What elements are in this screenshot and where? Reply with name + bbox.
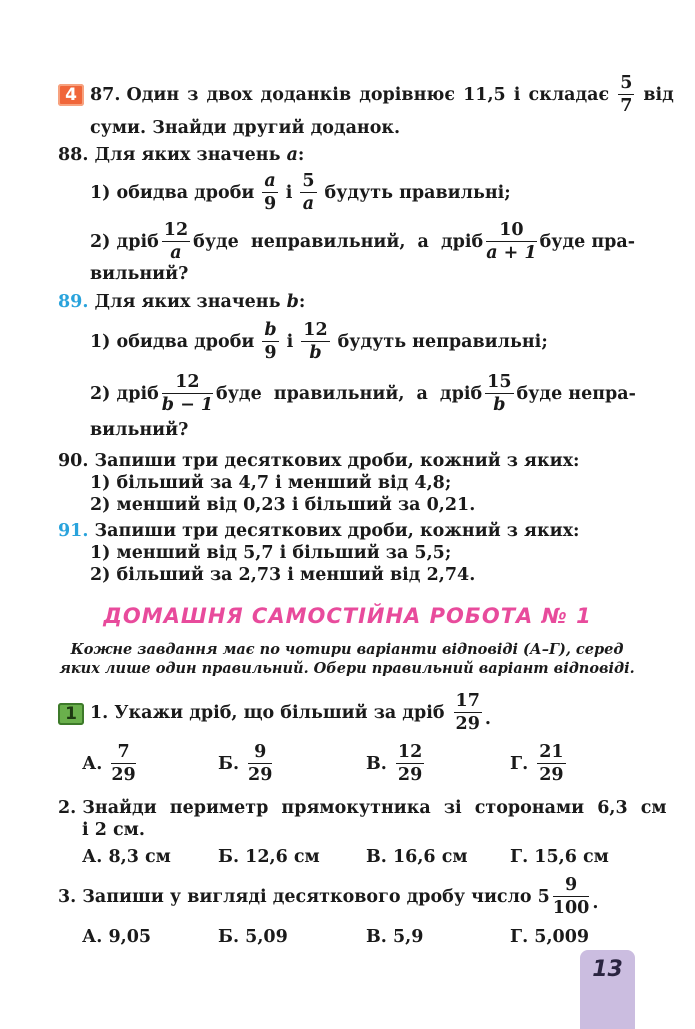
task-2-line1: 2. Знайди периметр прямокутника зі сторонами 6,3 см [58, 798, 667, 818]
problem-90-item2: 2) менший від 0,23 і більший за 0,21. [90, 495, 476, 515]
section-instructions-line2: яких лише один правильний. Обери правильний варіант відповіді. [59, 660, 635, 677]
problem-91-item2: 2) більший за 2,73 і менший від 2,74. [90, 565, 476, 585]
section-instructions-line1: Кожне завдання має по чотири варіанти відповіді (А–Г), серед [70, 641, 624, 658]
page-number: 13 [592, 957, 623, 982]
task-1-option-c: В. $\frac{12}{29}$ [366, 741, 423, 785]
problem-89-item2-cont: вильний? [90, 420, 189, 440]
problem-89-header: 89. Для яких значень b: [58, 292, 306, 312]
problem-87-number: 87. [90, 85, 121, 105]
task-1-option-a: А. $\frac{7}{29}$ [82, 741, 136, 785]
problem-88-header: 88. Для яких значень a: [58, 145, 305, 165]
task-1-option-d: Г. $\frac{21}{29}$ [510, 741, 564, 785]
problem-91-item1: 1) менший від 5,7 і більший за 5,5; [90, 543, 452, 563]
problem-87-line1 [90, 70, 674, 120]
task-3-option-b: Б. 5,09 [218, 927, 288, 947]
problem-87-text: Один з двох доданків дорівнює 11,5 і складає [126, 85, 610, 105]
task-2-option-b: Б. 12,6 см [218, 847, 320, 867]
task-2-option-a: А. 8,3 см [82, 847, 171, 867]
task-1-option-b: Б. $\frac{9}{29}$ [218, 741, 273, 785]
problem-88-item1: 1) обидва дроби $\frac{a}{9}$ і $\frac{5}{a}$ будуть правильні; [90, 170, 511, 214]
problem-87-line2: суми. Знайди другий доданок. [90, 118, 401, 138]
problem-89-item2: 2) дріб $\frac{12}{b - 1}$ буде правильний, а дріб $\frac{15}{b}$ буде непра- [90, 371, 636, 415]
problem-88-item2-cont: вильний? [90, 264, 189, 284]
section-title: ДОМАШНЯ САМОСТІЙНА РОБОТА № 1 [103, 604, 592, 628]
task-2-option-d: Г. 15,6 см [510, 847, 609, 867]
task-3-option-d: Г. 5,009 [510, 927, 590, 947]
problem-91-header: 91. Запиши три десяткових дроби, кожний з яких: [58, 521, 580, 541]
task-3-option-c: В. 5,9 [366, 927, 424, 947]
fraction-5-7: $\frac{5}{7}$ [620, 72, 633, 116]
task-3-option-a: А. 9,05 [82, 927, 152, 947]
task-2-option-c: В. 16,6 см [366, 847, 468, 867]
level-4-badge: 4 [58, 84, 84, 106]
problem-87-text-end: від [643, 85, 674, 105]
problem-90-header: 90. Запиши три десяткових дроби, кожний з яких: [58, 451, 580, 471]
level-1-badge: 1 [58, 703, 84, 725]
problem-88-item2: 2) дріб $\frac{12}{a}$ буде неправильний, а дріб $\frac{10}{a + 1}$ буде пра- [90, 219, 635, 263]
task-3-line: 3. Запиши у вигляді десяткового дробу число 5 $\frac{9}{100}$ . [58, 874, 599, 918]
mixed-number: 5 $\frac{9}{100}$ [537, 874, 590, 918]
problem-89-item1: 1) обидва дроби $\frac{b}{9}$ і $\frac{12}{b}$ будуть неправильні; [90, 319, 548, 363]
task-2-line2: і 2 см. [82, 820, 145, 840]
problem-90-item1: 1) більший за 4,7 і менший від 4,8; [90, 473, 452, 493]
task-1-line: 1. Укажи дріб, що більший за дріб $\frac{17}{29}$ . [90, 690, 491, 734]
